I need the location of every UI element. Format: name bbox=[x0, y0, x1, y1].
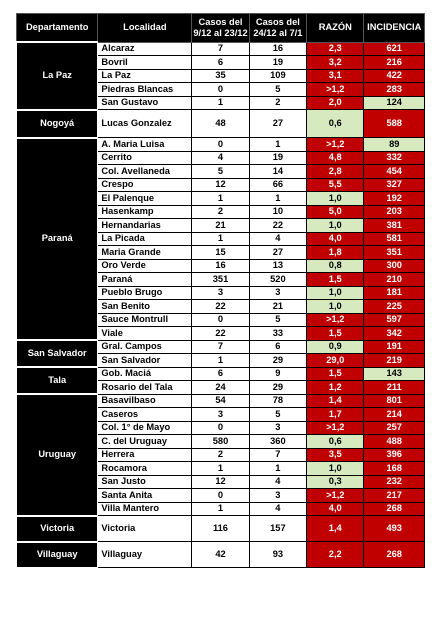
razon-cell: 5,0 bbox=[307, 205, 364, 219]
casos-1-cell: 1 bbox=[192, 96, 249, 110]
incidencia-cell: 300 bbox=[364, 259, 425, 273]
localidad-cell: Hasenkamp bbox=[98, 205, 192, 219]
casos-2-cell: 22 bbox=[249, 219, 306, 233]
razon-cell: 3,2 bbox=[307, 56, 364, 70]
razon-cell: 4,0 bbox=[307, 232, 364, 246]
incidencia-cell: 181 bbox=[364, 286, 425, 300]
incidencia-cell: 124 bbox=[364, 96, 425, 110]
casos-2-cell: 5 bbox=[249, 313, 306, 327]
incidencia-cell: 219 bbox=[364, 354, 425, 368]
incidencia-cell: 89 bbox=[364, 138, 425, 152]
incidencia-cell: 217 bbox=[364, 489, 425, 503]
casos-2-cell: 33 bbox=[249, 327, 306, 341]
casos-1-cell: 6 bbox=[192, 56, 249, 70]
localidad-cell: Oro Verde bbox=[98, 259, 192, 273]
incidencia-cell: 211 bbox=[364, 381, 425, 395]
localidad-cell: Col. Avellaneda bbox=[98, 165, 192, 179]
localidad-cell: Crespo bbox=[98, 178, 192, 192]
razon-cell: 5,5 bbox=[307, 178, 364, 192]
casos-2-cell: 29 bbox=[249, 381, 306, 395]
incidencia-cell: 203 bbox=[364, 205, 425, 219]
table-body bbox=[17, 42, 425, 568]
casos-2-cell: 1 bbox=[249, 462, 306, 476]
departamento-cell: Victoria bbox=[17, 516, 98, 542]
razon-cell: 2,3 bbox=[307, 42, 364, 56]
casos-1-cell: 7 bbox=[192, 340, 249, 354]
razon-cell: >1,2 bbox=[307, 138, 364, 152]
razon-cell: 1,2 bbox=[307, 381, 364, 395]
departamento-cell: La Paz bbox=[17, 42, 98, 110]
casos-2-cell: 1 bbox=[249, 192, 306, 206]
localidad-cell: Villaguay bbox=[98, 542, 192, 568]
casos-1-cell: 116 bbox=[192, 516, 249, 542]
casos-1-cell: 1 bbox=[192, 502, 249, 516]
casos-2-cell: 157 bbox=[249, 516, 306, 542]
razon-cell: 0,6 bbox=[307, 435, 364, 449]
casos-2-cell: 109 bbox=[249, 69, 306, 83]
incidencia-cell: 621 bbox=[364, 42, 425, 56]
departamento-cell: Paraná bbox=[17, 138, 98, 341]
razon-cell: 3,5 bbox=[307, 448, 364, 462]
casos-1-cell: 3 bbox=[192, 286, 249, 300]
casos-2-cell: 3 bbox=[249, 286, 306, 300]
header-departamento: Departamento bbox=[17, 14, 98, 43]
incidencia-cell: 581 bbox=[364, 232, 425, 246]
incidencia-cell: 351 bbox=[364, 246, 425, 260]
localidad-cell: El Palenque bbox=[98, 192, 192, 206]
casos-2-cell: 19 bbox=[249, 151, 306, 165]
localidad-cell: Alcaraz bbox=[98, 42, 192, 56]
razon-cell: 2,8 bbox=[307, 165, 364, 179]
localidad-cell: La Paz bbox=[98, 69, 192, 83]
casos-2-cell: 27 bbox=[249, 246, 306, 260]
table-row bbox=[17, 516, 425, 542]
incidencia-cell: 396 bbox=[364, 448, 425, 462]
incidencia-cell: 493 bbox=[364, 516, 425, 542]
localidad-cell: Cerrito bbox=[98, 151, 192, 165]
casos-1-cell: 7 bbox=[192, 42, 249, 56]
razon-cell: >1,2 bbox=[307, 313, 364, 327]
localidad-cell: Pueblo Brugo bbox=[98, 286, 192, 300]
header-razon: RAZÓN bbox=[307, 14, 364, 43]
casos-1-cell: 580 bbox=[192, 435, 249, 449]
casos-2-cell: 2 bbox=[249, 96, 306, 110]
incidencia-cell: 268 bbox=[364, 542, 425, 568]
razon-cell: 1,5 bbox=[307, 327, 364, 341]
casos-1-cell: 35 bbox=[192, 69, 249, 83]
casos-1-cell: 2 bbox=[192, 448, 249, 462]
localidad-cell: Viale bbox=[98, 327, 192, 341]
casos-1-cell: 1 bbox=[192, 192, 249, 206]
incidencia-cell: 283 bbox=[364, 83, 425, 97]
localidad-cell: San Salvador bbox=[98, 354, 192, 368]
table-row bbox=[17, 42, 425, 56]
razon-cell: 1,8 bbox=[307, 246, 364, 260]
razon-cell: 4,8 bbox=[307, 151, 364, 165]
localidad-cell: Victoria bbox=[98, 516, 192, 542]
casos-2-cell: 3 bbox=[249, 489, 306, 503]
razon-cell: 1,5 bbox=[307, 367, 364, 381]
razon-cell: 4,0 bbox=[307, 502, 364, 516]
localidad-cell: Hernandarias bbox=[98, 219, 192, 233]
incidencia-cell: 257 bbox=[364, 421, 425, 435]
casos-1-cell: 22 bbox=[192, 300, 249, 314]
localidad-cell: A. Maria Luisa bbox=[98, 138, 192, 152]
incidencia-cell: 143 bbox=[364, 367, 425, 381]
incidencia-cell: 268 bbox=[364, 502, 425, 516]
casos-1-cell: 4 bbox=[192, 151, 249, 165]
table-row bbox=[17, 138, 425, 152]
casos-2-cell: 1 bbox=[249, 138, 306, 152]
casos-2-cell: 93 bbox=[249, 542, 306, 568]
localidad-cell: Gob. Maciá bbox=[98, 367, 192, 381]
razon-cell: 0,8 bbox=[307, 259, 364, 273]
razon-cell: 1,0 bbox=[307, 286, 364, 300]
incidencia-cell: 422 bbox=[364, 69, 425, 83]
localidad-cell: La Picada bbox=[98, 232, 192, 246]
razon-cell: >1,2 bbox=[307, 489, 364, 503]
header-incidencia: INCIDENCIA bbox=[364, 14, 425, 43]
localidad-cell: Rosario del Tala bbox=[98, 381, 192, 395]
localidad-cell: Herrera bbox=[98, 448, 192, 462]
casos-1-cell: 0 bbox=[192, 313, 249, 327]
casos-2-cell: 29 bbox=[249, 354, 306, 368]
incidencia-cell: 214 bbox=[364, 408, 425, 422]
casos-1-cell: 12 bbox=[192, 178, 249, 192]
incidencia-cell: 381 bbox=[364, 219, 425, 233]
razon-cell: >1,2 bbox=[307, 83, 364, 97]
table-row bbox=[17, 110, 425, 138]
casos-2-cell: 4 bbox=[249, 475, 306, 489]
casos-2-cell: 5 bbox=[249, 83, 306, 97]
casos-2-cell: 78 bbox=[249, 394, 306, 408]
casos-2-cell: 14 bbox=[249, 165, 306, 179]
table-row bbox=[17, 340, 425, 354]
localidad-cell: Gral. Campos bbox=[98, 340, 192, 354]
localidad-cell: Caseros bbox=[98, 408, 192, 422]
casos-2-cell: 9 bbox=[249, 367, 306, 381]
covid-cases-table bbox=[16, 13, 425, 569]
table-row bbox=[17, 394, 425, 408]
casos-2-cell: 3 bbox=[249, 421, 306, 435]
casos-2-cell: 13 bbox=[249, 259, 306, 273]
header-casos-1: Casos del 9/12 al 23/12 bbox=[192, 14, 249, 43]
localidad-cell: Rocamora bbox=[98, 462, 192, 476]
incidencia-cell: 332 bbox=[364, 151, 425, 165]
casos-2-cell: 19 bbox=[249, 56, 306, 70]
departamento-cell: San Salvador bbox=[17, 340, 98, 367]
localidad-cell: San Benito bbox=[98, 300, 192, 314]
razon-cell: 2,0 bbox=[307, 96, 364, 110]
localidad-cell: Villa Mantero bbox=[98, 502, 192, 516]
casos-1-cell: 12 bbox=[192, 475, 249, 489]
casos-1-cell: 0 bbox=[192, 421, 249, 435]
casos-1-cell: 24 bbox=[192, 381, 249, 395]
casos-2-cell: 7 bbox=[249, 448, 306, 462]
header-localidad: Localidad bbox=[98, 14, 192, 43]
localidad-cell: Paraná bbox=[98, 273, 192, 287]
casos-1-cell: 54 bbox=[192, 394, 249, 408]
header-row bbox=[17, 14, 425, 43]
incidencia-cell: 454 bbox=[364, 165, 425, 179]
casos-2-cell: 16 bbox=[249, 42, 306, 56]
razon-cell: 2,2 bbox=[307, 542, 364, 568]
localidad-cell: Basavilbaso bbox=[98, 394, 192, 408]
casos-1-cell: 1 bbox=[192, 462, 249, 476]
casos-1-cell: 351 bbox=[192, 273, 249, 287]
casos-1-cell: 48 bbox=[192, 110, 249, 138]
incidencia-cell: 192 bbox=[364, 192, 425, 206]
incidencia-cell: 597 bbox=[364, 313, 425, 327]
incidencia-cell: 225 bbox=[364, 300, 425, 314]
table-row bbox=[17, 367, 425, 381]
razon-cell: 0,6 bbox=[307, 110, 364, 138]
razon-cell: 1,4 bbox=[307, 516, 364, 542]
incidencia-cell: 488 bbox=[364, 435, 425, 449]
casos-2-cell: 21 bbox=[249, 300, 306, 314]
incidencia-cell: 232 bbox=[364, 475, 425, 489]
header-casos-2: Casos del 24/12 al 7/1 bbox=[249, 14, 306, 43]
incidencia-cell: 342 bbox=[364, 327, 425, 341]
razon-cell: 1,5 bbox=[307, 273, 364, 287]
localidad-cell: Lucas Gonzalez bbox=[98, 110, 192, 138]
razon-cell: 1,0 bbox=[307, 219, 364, 233]
casos-1-cell: 0 bbox=[192, 489, 249, 503]
razon-cell: 3,1 bbox=[307, 69, 364, 83]
casos-1-cell: 1 bbox=[192, 232, 249, 246]
razon-cell: 1,0 bbox=[307, 192, 364, 206]
casos-2-cell: 360 bbox=[249, 435, 306, 449]
incidencia-cell: 801 bbox=[364, 394, 425, 408]
incidencia-cell: 327 bbox=[364, 178, 425, 192]
localidad-cell: Sauce Montrull bbox=[98, 313, 192, 327]
casos-1-cell: 1 bbox=[192, 354, 249, 368]
razon-cell: 0,3 bbox=[307, 475, 364, 489]
razon-cell: 1,0 bbox=[307, 462, 364, 476]
localidad-cell: Piedras Blancas bbox=[98, 83, 192, 97]
localidad-cell: Maria Grande bbox=[98, 246, 192, 260]
casos-2-cell: 520 bbox=[249, 273, 306, 287]
casos-1-cell: 15 bbox=[192, 246, 249, 260]
casos-2-cell: 10 bbox=[249, 205, 306, 219]
razon-cell: 1,4 bbox=[307, 394, 364, 408]
casos-1-cell: 6 bbox=[192, 367, 249, 381]
razon-cell: >1,2 bbox=[307, 421, 364, 435]
casos-1-cell: 3 bbox=[192, 408, 249, 422]
localidad-cell: San Justo bbox=[98, 475, 192, 489]
localidad-cell: Bovril bbox=[98, 56, 192, 70]
casos-2-cell: 5 bbox=[249, 408, 306, 422]
incidencia-cell: 191 bbox=[364, 340, 425, 354]
casos-1-cell: 2 bbox=[192, 205, 249, 219]
incidencia-cell: 588 bbox=[364, 110, 425, 138]
razon-cell: 29,0 bbox=[307, 354, 364, 368]
departamento-cell: Uruguay bbox=[17, 394, 98, 516]
casos-1-cell: 42 bbox=[192, 542, 249, 568]
table-row bbox=[17, 542, 425, 568]
casos-1-cell: 5 bbox=[192, 165, 249, 179]
departamento-cell: Villaguay bbox=[17, 542, 98, 568]
localidad-cell: San Gustavo bbox=[98, 96, 192, 110]
casos-2-cell: 4 bbox=[249, 502, 306, 516]
incidencia-cell: 210 bbox=[364, 273, 425, 287]
localidad-cell: Col. 1° de Mayo bbox=[98, 421, 192, 435]
casos-2-cell: 6 bbox=[249, 340, 306, 354]
departamento-cell: Nogoyá bbox=[17, 110, 98, 138]
localidad-cell: C. del Uruguay bbox=[98, 435, 192, 449]
casos-1-cell: 0 bbox=[192, 83, 249, 97]
incidencia-cell: 168 bbox=[364, 462, 425, 476]
casos-1-cell: 0 bbox=[192, 138, 249, 152]
razon-cell: 1,0 bbox=[307, 300, 364, 314]
casos-2-cell: 27 bbox=[249, 110, 306, 138]
razon-cell: 1,7 bbox=[307, 408, 364, 422]
casos-2-cell: 66 bbox=[249, 178, 306, 192]
casos-2-cell: 4 bbox=[249, 232, 306, 246]
casos-1-cell: 16 bbox=[192, 259, 249, 273]
localidad-cell: Santa Anita bbox=[98, 489, 192, 503]
departamento-cell: Tala bbox=[17, 367, 98, 394]
casos-1-cell: 21 bbox=[192, 219, 249, 233]
casos-1-cell: 22 bbox=[192, 327, 249, 341]
incidencia-cell: 216 bbox=[364, 56, 425, 70]
razon-cell: 0,9 bbox=[307, 340, 364, 354]
